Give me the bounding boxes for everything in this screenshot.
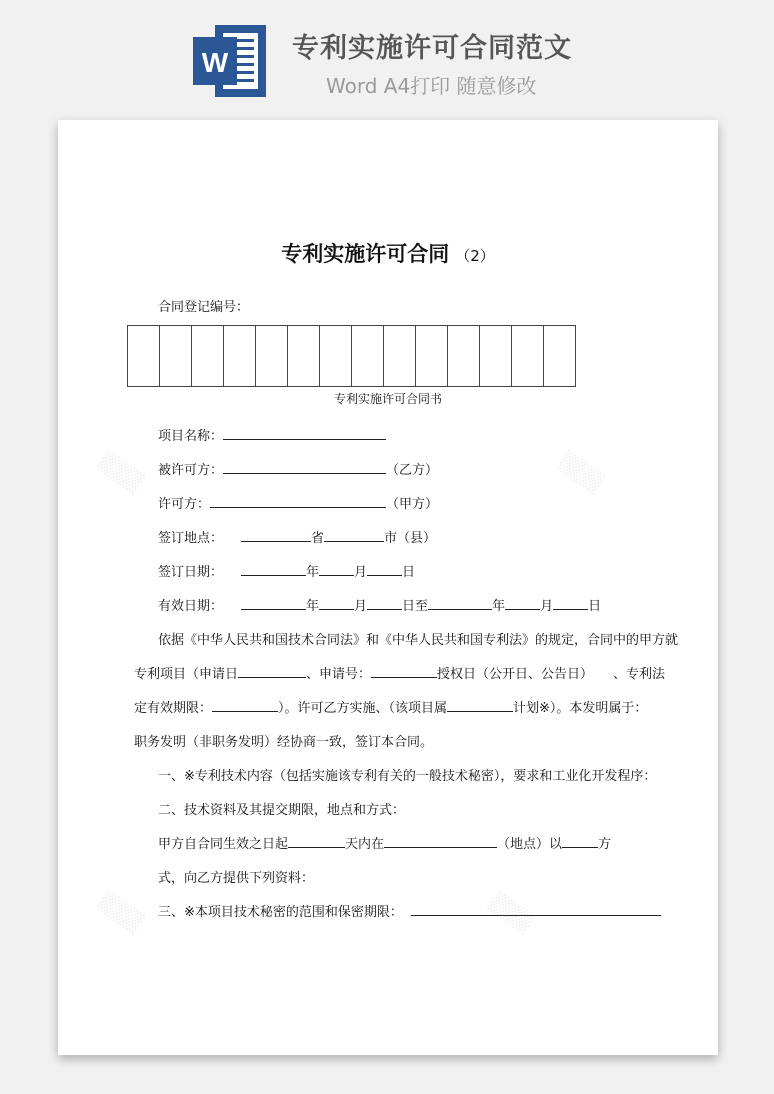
project-name-blank[interactable] <box>223 426 386 440</box>
valid-end-day-blank[interactable] <box>553 596 588 610</box>
registration-number-boxes <box>127 325 576 387</box>
licensor-blank[interactable] <box>210 494 386 508</box>
province-label: 省 <box>311 531 325 546</box>
licensor-suffix: （甲方） <box>386 497 439 512</box>
sign-date-row <box>158 561 415 580</box>
application-date-blank[interactable] <box>238 664 306 678</box>
valid-end-year-blank[interactable] <box>428 596 492 610</box>
sign-place-row <box>158 527 436 546</box>
application-number-label: 、申请号： <box>306 667 372 682</box>
invention-type-label: 计划※）。本发明属于： <box>513 701 648 716</box>
licensor-row <box>158 493 438 512</box>
word-icon-letter: W <box>201 47 229 78</box>
watermark <box>95 889 147 935</box>
valid-start-day-blank[interactable] <box>367 596 402 610</box>
month-label: 月 <box>354 565 368 580</box>
watermark <box>95 449 147 495</box>
document-title <box>58 238 718 268</box>
licensee-suffix: （乙方） <box>386 463 439 478</box>
header <box>0 0 774 110</box>
registration-number-box[interactable] <box>447 325 480 387</box>
section-1: 一、※专利技术内容（包括实施该专利有关的一般技术秘密），要求和工业化开发程序： <box>158 769 657 784</box>
registration-number-box[interactable] <box>159 325 192 387</box>
city-label: 市（县） <box>384 531 437 546</box>
year-label: 年 <box>492 599 506 614</box>
location-label: （地点）以 <box>497 837 563 852</box>
project-plan-blank[interactable] <box>447 698 513 712</box>
document-title-main: 专利实施许可合同 <box>281 242 450 266</box>
valid-start-year-blank[interactable] <box>241 596 306 610</box>
page-subtitle: Word A4打印 随意修改 <box>326 74 537 98</box>
day-to-label: 日至 <box>402 599 429 614</box>
valid-period-blank[interactable] <box>212 698 278 712</box>
registration-number-box[interactable] <box>127 325 160 387</box>
province-blank[interactable] <box>241 528 311 542</box>
sign-month-blank[interactable] <box>319 562 354 576</box>
valid-start-month-blank[interactable] <box>319 596 354 610</box>
licensor-label: 许可方： <box>158 497 211 512</box>
method-blank[interactable] <box>562 834 598 848</box>
days-label: 天内在 <box>345 837 385 852</box>
project-name-label: 项目名称： <box>158 429 224 444</box>
valid-date-label: 有效日期： <box>158 599 224 614</box>
registration-label: 合同登记编号： <box>158 300 250 315</box>
document-title-sub: （2） <box>455 247 495 265</box>
registration-number-box[interactable] <box>351 325 384 387</box>
page-title: 专利实施许可合同范文 <box>292 33 572 64</box>
patent-law-label: 、专利法 <box>613 667 666 682</box>
registration-number-box[interactable] <box>543 325 576 387</box>
document-page <box>58 120 718 1055</box>
year-label: 年 <box>306 565 320 580</box>
month-label: 月 <box>354 599 368 614</box>
city-blank[interactable] <box>324 528 384 542</box>
method-label: 方 <box>598 837 612 852</box>
valid-end-month-blank[interactable] <box>505 596 540 610</box>
contract-book-title: 专利实施许可合同书 <box>333 392 442 406</box>
licensee-label: 被许可方： <box>158 463 224 478</box>
month-label: 月 <box>540 599 554 614</box>
watermark <box>555 449 607 495</box>
project-plan-label: ）。许可乙方实施、（该项目属 <box>278 701 448 716</box>
section-2-line-1 <box>158 833 611 852</box>
licensee-row <box>158 459 438 478</box>
year-label: 年 <box>306 599 320 614</box>
registration-number-box[interactable] <box>223 325 256 387</box>
paragraph-1-line-3 <box>134 697 647 716</box>
paragraph-1-line-2 <box>134 663 665 682</box>
project-name-row <box>158 425 386 444</box>
section-2-line-2: 式，向乙方提供下列资料： <box>158 871 315 886</box>
registration-number-box[interactable] <box>255 325 288 387</box>
registration-number-box[interactable] <box>383 325 416 387</box>
registration-number-box[interactable] <box>191 325 224 387</box>
application-date-label: 专利项目（申请日 <box>134 667 239 682</box>
sign-date-label: 签订日期： <box>158 565 224 580</box>
grant-date-label: 授权日（公开日、公告日） <box>437 667 594 682</box>
section-3 <box>158 901 661 920</box>
paragraph-1-line-4: 职务发明（非职务发明）经协商一致，签订本合同。 <box>134 735 434 750</box>
sign-day-blank[interactable] <box>367 562 402 576</box>
application-number-blank[interactable] <box>371 664 437 678</box>
days-blank[interactable] <box>288 834 345 848</box>
registration-number-box[interactable] <box>479 325 512 387</box>
secret-scope-blank[interactable] <box>411 902 661 916</box>
word-icon <box>193 25 266 97</box>
paragraph-1-line-1: 依据《中华人民共和国技术合同法》和《中华人民共和国专利法》的规定，合同中的甲方就 <box>158 633 679 648</box>
valid-period-label: 定有效期限： <box>134 701 213 716</box>
registration-number-box[interactable] <box>287 325 320 387</box>
registration-number-box[interactable] <box>511 325 544 387</box>
effective-date-label: 甲方自合同生效之日起 <box>158 837 289 852</box>
sign-place-label: 签订地点： <box>158 531 224 546</box>
day-label: 日 <box>588 599 602 614</box>
valid-date-row <box>158 595 601 614</box>
licensee-blank[interactable] <box>223 460 386 474</box>
location-blank[interactable] <box>384 834 497 848</box>
sign-year-blank[interactable] <box>241 562 306 576</box>
registration-number-box[interactable] <box>415 325 448 387</box>
registration-number-box[interactable] <box>319 325 352 387</box>
day-label: 日 <box>402 565 416 580</box>
section-3-label: 三、※本项目技术秘密的范围和保密期限： <box>158 905 403 920</box>
section-2: 二、技术资料及其提交期限，地点和方式： <box>158 803 406 818</box>
